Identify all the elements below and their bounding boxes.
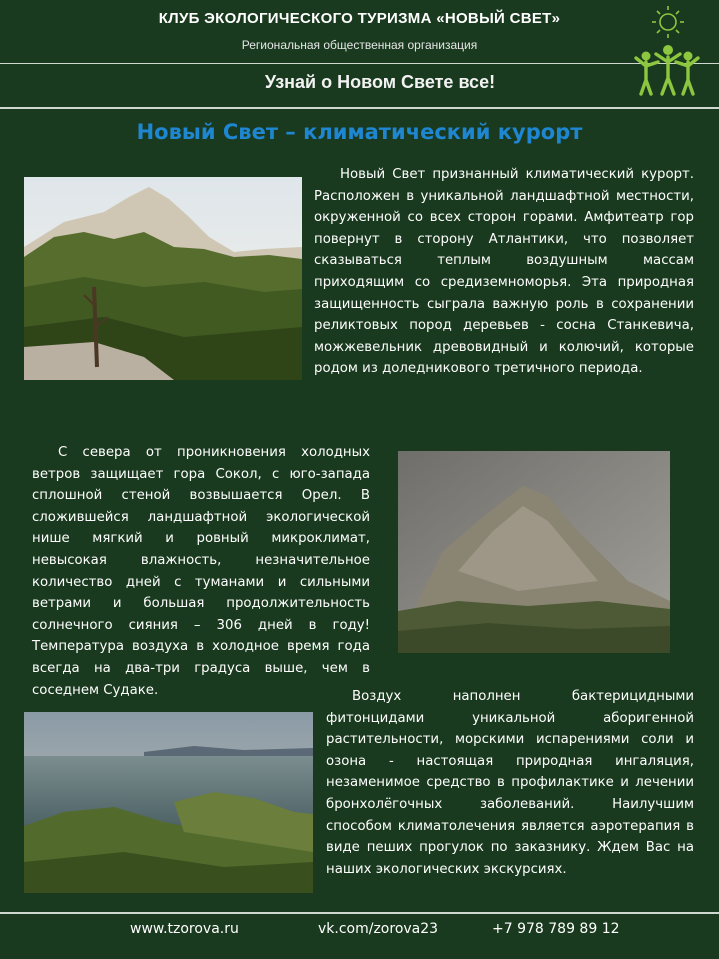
vk-link[interactable]: vk.com/zorova23 (318, 921, 439, 937)
slogan: Узнай о Новом Свете все! (264, 72, 496, 92)
header-divider-bottom (0, 107, 719, 109)
paragraph-climate-resort: Новый Свет признанный климатический курорт. Расположен в уникальной ландшафтной местности, окруженной со всех сторон горами. Амфитеатр гор повернут в сторону Атлантики, что позволяет сказываться теплым воздушным массам приходящим со средиземноморья. Эта природная защищенность сыграла важную роль в сохранении реликтовых пород деревьев - сосна Станкевича, можжевельник древовидный и колючий, которые родом из доледникового третичного периода. (314, 167, 694, 377)
mountain-photo-sokol (24, 177, 302, 380)
mountain-photo-orel (398, 451, 670, 653)
phone-number[interactable]: +7 978 789 89 12 (492, 921, 620, 937)
paragraph-microclimate: С севера от проникновения холодных ветров защищает гора Сокол, с юго-запада сплошной стеной возвышается Орел. В сложившейся ландшафтной экологической нише мягкий и ровный микроклимат, невысокая влажность, незначительное количество дней с туманами и сильными ветрами и большая продолжительность солнечного сияния – 306 дней в году! Температура воздуха в холодное время года всегда на два-три градуса выше, чем в соседнем Судаке. (32, 445, 370, 698)
sea-coast-photo (24, 712, 313, 893)
club-logo-icon (632, 4, 702, 100)
club-title: КЛУБ ЭКОЛОГИЧЕСКОГО ТУРИЗМА «НОВЫЙ СВЕТ» (158, 10, 561, 27)
club-subtitle: Региональная общественная организация (241, 38, 478, 52)
footer-divider (0, 912, 719, 914)
website-link[interactable]: www.tzorova.ru (130, 921, 239, 937)
page-title: Новый Свет – климатический курорт (136, 120, 583, 144)
paragraph-air-therapy: Воздух наполнен бактерицидными фитонцидами уникальной аборигенной растительности, морскими испарениями соли и озона - настоящая природная ингаляция, незаменимое средство в профилактике и лечении бронхолёгочных заболеваний. Наилучшим способом климатолечения является аэротерапия в виде пеших прогулок по заказнику. Ждем Вас на наших экологических экскурсиях. (326, 689, 694, 877)
header-divider (0, 63, 719, 64)
